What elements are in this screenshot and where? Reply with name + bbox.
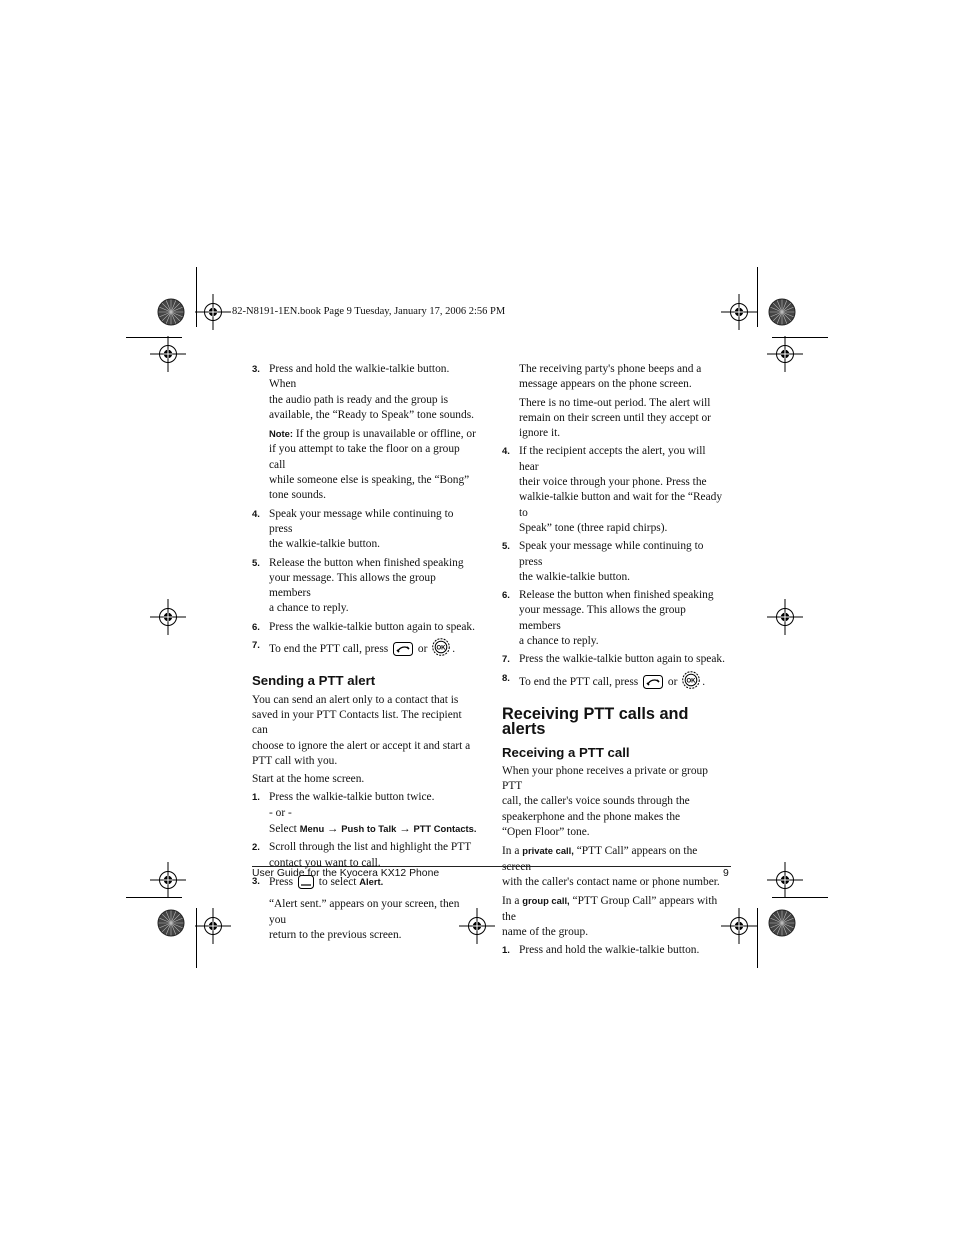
registration-mark-icon bbox=[721, 294, 757, 330]
text-line: Start at the home screen. bbox=[252, 773, 365, 786]
text-line: message appears on the phone screen. bbox=[519, 378, 692, 391]
step-number: 2. bbox=[252, 842, 260, 854]
step-number: 3. bbox=[252, 364, 260, 375]
right-column bbox=[502, 362, 728, 958]
menu-path: Push to Talk bbox=[341, 823, 397, 835]
list-item bbox=[502, 588, 728, 649]
menu-path: Menu bbox=[299, 823, 325, 835]
text-line: To end the PTT call, press bbox=[519, 675, 639, 688]
step-number: 5. bbox=[252, 557, 260, 569]
page-number: 9 bbox=[723, 868, 729, 879]
left-column bbox=[252, 362, 478, 943]
paragraph bbox=[502, 764, 728, 840]
list-item bbox=[502, 671, 728, 694]
text-line: - or - bbox=[269, 806, 292, 819]
registration-mark-icon bbox=[767, 599, 803, 635]
text-line: their voice through your phone. Press the bbox=[519, 476, 707, 489]
text-line: If the recipient accepts the alert, you will hear bbox=[519, 445, 706, 473]
or-text: or bbox=[667, 675, 678, 688]
alert-option: Alert. bbox=[359, 875, 384, 887]
svg-text:OK: OK bbox=[436, 645, 446, 652]
text-line: your message. This allows the group members bbox=[269, 571, 436, 600]
call-type: private call, bbox=[522, 845, 574, 857]
step-number: 4. bbox=[502, 446, 510, 458]
list-item bbox=[502, 444, 728, 536]
ok-key-icon bbox=[432, 638, 450, 661]
step-number: 7. bbox=[252, 640, 260, 652]
arrow: → bbox=[327, 823, 339, 836]
step-number: 3. bbox=[252, 875, 260, 887]
registration-mark-icon bbox=[150, 862, 186, 898]
period: . bbox=[452, 643, 456, 656]
text-line: To end the PTT call, press bbox=[269, 643, 389, 656]
step-number: 5. bbox=[502, 541, 510, 553]
step-number: 6. bbox=[502, 590, 510, 602]
text-line: If the group is unavailable or offline, or bbox=[292, 428, 476, 441]
text-line: return to the previous screen. bbox=[269, 928, 402, 941]
note-label: Note: bbox=[269, 428, 293, 440]
footer-title: User Guide for the Kyocera KX12 Phone bbox=[252, 868, 440, 879]
text-line: Press and hold the walkie-talkie button. When bbox=[269, 363, 450, 391]
text-line: the audio path is ready and the group is bbox=[269, 393, 449, 406]
menu-path: PTT Contacts. bbox=[413, 823, 477, 835]
registration-mark-icon bbox=[150, 336, 186, 372]
page-heading: Receiving PTT calls and alerts bbox=[502, 704, 689, 739]
text-line: “PTT Call” appears on the screen bbox=[502, 845, 698, 873]
text-line: Select bbox=[269, 823, 297, 836]
list-item bbox=[252, 638, 478, 661]
list-item bbox=[252, 790, 478, 837]
footer-rule bbox=[252, 866, 731, 867]
section-heading: Sending a PTT alert bbox=[252, 673, 376, 689]
text-line: “Alert sent.” appears on your screen, then you bbox=[269, 898, 460, 926]
list-item bbox=[502, 652, 728, 667]
list-item bbox=[502, 943, 728, 958]
text-line: speakerphone and the phone makes the bbox=[502, 810, 681, 823]
registration-mark-icon bbox=[150, 599, 186, 635]
section-heading: Receiving a PTT call bbox=[502, 744, 630, 760]
or-text: or bbox=[417, 643, 428, 656]
text-line: “PTT Group Call” appears with the bbox=[502, 895, 718, 923]
paragraph bbox=[502, 893, 728, 940]
text-line: Press and hold the walkie-talkie button. bbox=[519, 944, 700, 957]
text-line: a chance to reply. bbox=[519, 635, 599, 648]
text-line: Scroll through the list and highlight the PTT bbox=[269, 841, 472, 854]
text-line: “Open Floor” tone. bbox=[502, 826, 590, 839]
step-number: 6. bbox=[252, 621, 260, 633]
text-line: to select bbox=[318, 875, 357, 888]
text-line: When your phone receives a private or group PTT bbox=[502, 764, 708, 793]
text-line: Press the walkie-talkie button again to speak. bbox=[269, 620, 475, 633]
text-line: tone sounds. bbox=[269, 489, 326, 502]
list-item bbox=[252, 507, 478, 553]
step-number: 8. bbox=[502, 672, 510, 684]
text-line: Press the walkie-talkie button again to speak. bbox=[519, 653, 725, 666]
list-item bbox=[252, 362, 478, 423]
book-info-header: 82-N8191-1EN.book Page 9 Tuesday, January 17, 2006 2:56 PM bbox=[232, 306, 506, 317]
text-line: Speak your message while continuing to press bbox=[519, 540, 704, 568]
registration-mark-icon bbox=[767, 336, 803, 372]
paragraph bbox=[502, 396, 728, 442]
step-number: 1. bbox=[252, 792, 260, 804]
step-number: 4. bbox=[252, 508, 260, 520]
text-line: Release the button when finished speaking bbox=[269, 556, 464, 569]
color-target-icon bbox=[158, 299, 184, 325]
text-line: with the caller's contact name or phone number. bbox=[502, 875, 720, 888]
text-line: There is no time-out period. The alert will bbox=[519, 396, 711, 409]
text-line: a chance to reply. bbox=[269, 602, 349, 615]
arrow: → bbox=[399, 823, 411, 836]
paragraph bbox=[502, 362, 728, 393]
paragraph bbox=[252, 693, 478, 769]
paragraph bbox=[252, 897, 478, 943]
text-line: the walkie-talkie button. bbox=[269, 538, 381, 551]
text-line: the walkie-talkie button. bbox=[519, 570, 631, 583]
text-line: In a bbox=[502, 845, 520, 858]
text-line: Press bbox=[269, 875, 294, 888]
note-block bbox=[252, 426, 478, 503]
list-item bbox=[252, 620, 478, 635]
list-item bbox=[252, 556, 478, 617]
text-line: name of the group. bbox=[502, 925, 589, 938]
text-line: PTT call with you. bbox=[252, 754, 338, 767]
text-line: if you attempt to take the floor on a group call bbox=[269, 443, 460, 471]
step-number: 1. bbox=[502, 945, 510, 957]
ok-key-icon bbox=[682, 671, 700, 694]
text-line: saved in your PTT Contacts list. The recipient can bbox=[252, 708, 462, 737]
text-line: while someone else is speaking, the “Bong” bbox=[269, 474, 470, 487]
end-key-icon bbox=[393, 642, 413, 661]
color-target-icon bbox=[769, 299, 795, 325]
text-line: In a bbox=[502, 895, 520, 908]
text-line: You can send an alert only to a contact that is bbox=[252, 693, 459, 706]
text-line: remain on their screen until they accept or bbox=[519, 411, 711, 424]
registration-mark-icon bbox=[767, 862, 803, 898]
list-item bbox=[502, 539, 728, 585]
period: . bbox=[702, 675, 706, 688]
end-key-icon bbox=[643, 675, 663, 694]
text-line: contact you want to call. bbox=[269, 856, 381, 869]
step-number: 7. bbox=[502, 654, 510, 666]
text-line: The receiving party's phone beeps and a bbox=[519, 363, 702, 375]
text-line: available, the “Ready to Speak” tone sounds. bbox=[269, 408, 474, 421]
color-target-icon bbox=[769, 910, 795, 936]
call-type: group call, bbox=[522, 895, 570, 907]
color-target-icon bbox=[158, 910, 184, 936]
text-line: ignore it. bbox=[519, 427, 561, 440]
text-line: walkie-talkie button and wait for the “Ready to bbox=[519, 491, 723, 519]
text-line: Press the walkie-talkie button twice. bbox=[269, 791, 435, 804]
text-line: call, the caller's voice sounds through the bbox=[502, 795, 690, 808]
text-line: Release the button when finished speaking bbox=[519, 589, 714, 602]
text-line: choose to ignore the alert or accept it and start a bbox=[252, 739, 471, 752]
text-line: Speak your message while continuing to press bbox=[269, 507, 454, 535]
svg-text:OK: OK bbox=[686, 677, 696, 684]
registration-mark-icon bbox=[195, 908, 231, 944]
registration-mark-icon bbox=[195, 294, 231, 330]
text-line: your message. This allows the group members bbox=[519, 604, 686, 632]
text-line: Speak” tone (three rapid chirps). bbox=[519, 521, 668, 534]
